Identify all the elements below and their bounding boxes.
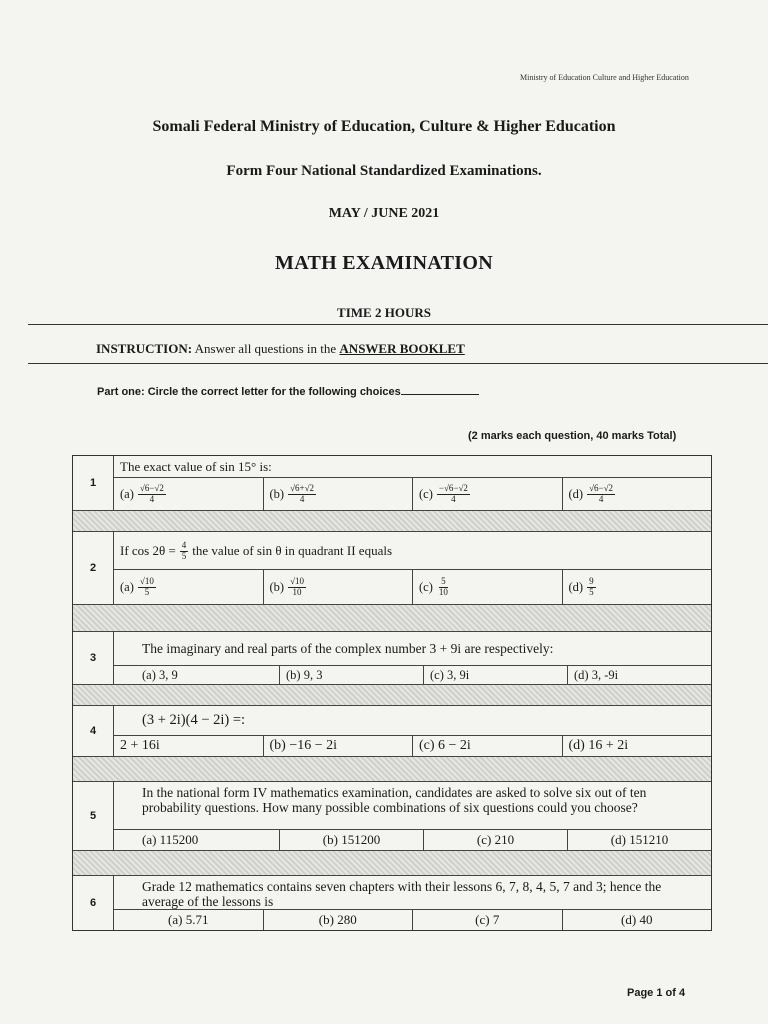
ministry-title: Somali Federal Ministry of Education, Culture & Higher Education bbox=[152, 118, 616, 135]
question-3 bbox=[73, 632, 711, 685]
option-label: (b) bbox=[269, 579, 285, 594]
question-text: The imaginary and real parts of the complex number 3 + 9i are respectively: bbox=[114, 632, 711, 666]
fraction-denominator: 4 bbox=[451, 493, 456, 504]
fraction-denominator: 5 bbox=[589, 586, 594, 597]
option-fraction bbox=[138, 484, 166, 504]
row-separator bbox=[73, 605, 711, 632]
fraction-numerator: 9 bbox=[589, 576, 594, 587]
option-c[interactable]: (c) 6 − 2i bbox=[413, 736, 563, 756]
option-b[interactable] bbox=[264, 478, 414, 510]
question-fraction bbox=[180, 541, 189, 561]
instruction-text: Answer all questions in the bbox=[194, 341, 337, 356]
question-6 bbox=[73, 876, 711, 930]
part-one-text: Part one: Circle the correct letter for the following choices bbox=[97, 386, 401, 398]
option-c[interactable]: (c) 7 bbox=[413, 910, 563, 930]
fraction-denominator: 10 bbox=[292, 586, 302, 597]
option-b[interactable]: (b) 280 bbox=[264, 910, 414, 930]
option-d[interactable]: (d) 3, -9i bbox=[574, 667, 619, 682]
question-1 bbox=[73, 456, 711, 511]
option-fraction bbox=[587, 484, 615, 504]
row-separator bbox=[73, 757, 711, 782]
question-number: 6 bbox=[73, 876, 114, 930]
option-a[interactable]: (a) 3, 9 bbox=[114, 666, 280, 684]
fraction-denominator: 5 bbox=[144, 586, 150, 597]
exam-title: MATH EXAMINATION bbox=[275, 252, 493, 274]
option-a[interactable] bbox=[114, 478, 264, 510]
option-label: (a) bbox=[120, 579, 134, 594]
option-a[interactable]: (a) 5.71 bbox=[114, 910, 264, 930]
option-label: (d) bbox=[568, 579, 584, 594]
question-4 bbox=[73, 706, 711, 757]
fraction-numerator: 4 bbox=[181, 540, 187, 551]
question-text bbox=[114, 532, 711, 570]
question-number: 5 bbox=[73, 782, 114, 850]
question-text: Grade 12 mathematics contains seven chapters with their lessons 6, 7, 8, 4, 5, 7 and 3; hence the average of the lessons is bbox=[114, 876, 711, 910]
option-label: (d) bbox=[568, 486, 584, 501]
fraction-denominator: 5 bbox=[181, 550, 187, 561]
row-separator bbox=[73, 685, 711, 706]
question-2 bbox=[73, 532, 711, 605]
option-label: (c) bbox=[419, 579, 433, 594]
fraction-numerator: √10 bbox=[139, 576, 154, 587]
answer-blank bbox=[401, 385, 479, 395]
fraction-denominator: 4 bbox=[598, 493, 604, 504]
questions-table bbox=[72, 455, 712, 931]
option-d[interactable]: (d) 16 + 2i bbox=[568, 738, 629, 753]
question-number: 3 bbox=[73, 632, 114, 684]
question-number: 1 bbox=[73, 456, 114, 510]
fraction-denominator: 10 bbox=[438, 586, 448, 597]
option-b[interactable] bbox=[264, 570, 414, 604]
exam-session: MAY / JUNE 2021 bbox=[328, 206, 440, 221]
row-separator bbox=[73, 851, 711, 876]
fraction-denominator: 4 bbox=[299, 493, 305, 504]
page-number: Page 1 of 4 bbox=[627, 987, 686, 999]
option-a[interactable] bbox=[114, 570, 264, 604]
option-a[interactable]: (a) 115200 bbox=[114, 830, 280, 850]
option-c[interactable] bbox=[413, 478, 563, 510]
exam-subtitle: Form Four National Standardized Examinations. bbox=[226, 163, 542, 179]
exam-time: TIME 2 HOURS bbox=[337, 305, 431, 320]
divider-bottom bbox=[28, 363, 768, 364]
answer-booklet-text: ANSWER BOOKLET bbox=[339, 341, 465, 356]
option-fraction bbox=[138, 577, 156, 597]
part-one-heading bbox=[97, 385, 479, 398]
option-c[interactable] bbox=[413, 570, 563, 604]
fraction-numerator: √10 bbox=[290, 576, 305, 587]
instruction-line bbox=[96, 341, 465, 357]
instruction-label: INSTRUCTION: bbox=[96, 341, 193, 356]
question-text-after: the value of sin θ in quadrant II equals bbox=[192, 543, 393, 559]
option-d[interactable] bbox=[563, 570, 712, 604]
fraction-numerator: −√6−√2 bbox=[438, 483, 468, 494]
option-label: (a) bbox=[120, 486, 134, 501]
option-fraction bbox=[288, 577, 306, 597]
fraction-numerator: √6−√2 bbox=[139, 483, 164, 494]
option-c[interactable]: (c) 210 bbox=[424, 830, 568, 850]
divider-top bbox=[28, 324, 768, 325]
option-label: (c) bbox=[419, 486, 433, 501]
option-fraction bbox=[587, 577, 596, 597]
option-d[interactable] bbox=[563, 478, 712, 510]
option-b[interactable]: (b) 151200 bbox=[280, 830, 424, 850]
option-fraction bbox=[437, 577, 450, 597]
option-b[interactable]: (b) −16 − 2i bbox=[264, 736, 414, 756]
option-label: (b) bbox=[269, 486, 285, 501]
row-separator bbox=[73, 511, 711, 532]
question-text-before: If cos 2θ = bbox=[120, 543, 176, 559]
ministry-tag: Ministry of Education Culture and Higher Education bbox=[520, 73, 689, 82]
question-text: (3 + 2i)(4 − 2i) =: bbox=[114, 706, 711, 736]
fraction-numerator: 5 bbox=[441, 576, 446, 587]
option-c[interactable]: (c) 3, 9i bbox=[424, 666, 568, 684]
option-b[interactable]: (b) 9, 3 bbox=[280, 666, 424, 684]
question-number: 2 bbox=[73, 532, 114, 604]
question-number: 4 bbox=[73, 706, 114, 756]
marks-note: (2 marks each question, 40 marks Total) bbox=[468, 430, 677, 442]
option-fraction bbox=[288, 484, 316, 504]
option-d[interactable]: (d) 151210 bbox=[610, 832, 669, 847]
question-text: In the national form IV mathematics examination, candidates are asked to solve six out of ten probability questions. How many possible combinations of six questions could you choose? bbox=[114, 782, 711, 830]
question-5 bbox=[73, 782, 711, 851]
option-fraction bbox=[437, 484, 470, 504]
fraction-denominator: 4 bbox=[149, 493, 155, 504]
option-a[interactable]: 2 + 16i bbox=[114, 736, 264, 756]
fraction-numerator: √6−√2 bbox=[589, 483, 614, 494]
question-text: The exact value of sin 15° is: bbox=[114, 456, 711, 478]
option-d[interactable]: (d) 40 bbox=[621, 912, 653, 927]
fraction-numerator: √6+√2 bbox=[290, 483, 315, 494]
